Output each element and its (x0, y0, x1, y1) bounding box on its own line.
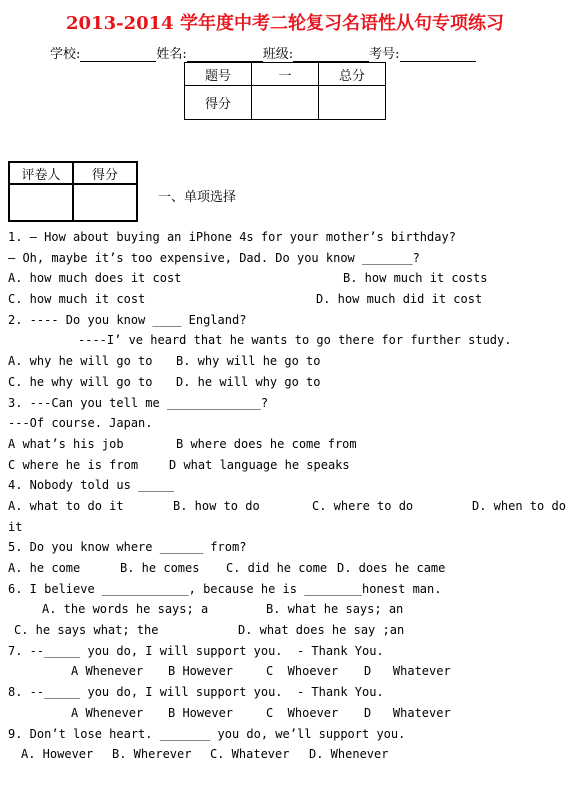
score-table (184, 62, 386, 120)
question-text: D Whatever (364, 705, 451, 720)
score-header-section-1: 一 (252, 63, 319, 86)
question-text: A Whenever (71, 664, 144, 679)
question-text: 6. I believe ____________, because he is ________honest man. (8, 581, 442, 596)
grader-header: 评卷人 (9, 162, 73, 184)
question-line (8, 599, 568, 620)
grader-cell (9, 184, 73, 221)
question-text: B. why will he go to (176, 354, 321, 369)
question-text: D. Whenever (309, 747, 389, 762)
question-line (8, 372, 568, 393)
question-text: A. However (21, 747, 94, 762)
question-text: 4. Nobody told us _____ (8, 478, 175, 493)
question-text: C. he why will go to (8, 374, 153, 389)
question-line (8, 289, 568, 310)
question-line (8, 351, 568, 372)
question-text: A Whenever (71, 705, 144, 720)
question-line (8, 661, 568, 682)
page-title: 2013-2014 学年度中考二轮复习名语性从句专项练习 (66, 13, 504, 34)
score-header-number: 题号 (185, 63, 252, 86)
class-label: 班级: (262, 47, 294, 62)
question-text: 2. ---- Do you know ____ England? (8, 312, 247, 327)
question-line (8, 496, 568, 517)
question-line (8, 724, 568, 745)
section-title: 一、单项选择 (158, 190, 237, 205)
question-line (8, 393, 568, 414)
question-text: B. Wherever (112, 747, 192, 762)
student-info-row (50, 43, 476, 62)
question-line (8, 517, 568, 538)
grader-table (8, 161, 138, 222)
question-line (8, 682, 568, 703)
question-text: D. does he came (337, 561, 446, 575)
question-text: A. the words he says; a (42, 602, 209, 617)
question-text: B. how much it costs (343, 271, 488, 286)
exam-no-label: 考号: (369, 47, 400, 62)
question-text: B. how to do (173, 498, 260, 513)
question-line (8, 268, 568, 289)
question-text: B However (168, 664, 234, 679)
question-text: 3. ---Can you tell me _____________? (8, 395, 269, 410)
score-row-label: 得分 (185, 86, 252, 120)
question-list (8, 227, 568, 765)
question-text: C. Whatever (210, 747, 290, 762)
question-text: ---Of course. Japan. (8, 416, 153, 431)
question-text: D Whatever (364, 664, 451, 679)
question-line (8, 744, 568, 765)
name-label: 姓名: (156, 47, 187, 62)
question-line (8, 475, 568, 496)
grader-score-cell (73, 184, 137, 221)
question-line (8, 455, 568, 476)
question-text: 7. --_____ you do, I will support you. - Thank You. (8, 643, 384, 658)
question-text: C. did he come (226, 561, 328, 575)
question-text: C. he says what; the (14, 623, 159, 638)
question-text: B. what he says; an (266, 602, 404, 617)
score-cell-total (319, 86, 386, 120)
question-text: — Oh, maybe it’s too expensive, Dad. Do you know _______? (8, 250, 420, 265)
question-text: C. how much it cost (8, 292, 146, 307)
question-text: C. where to do (312, 498, 414, 513)
question-text: ----I’ ve heard that he wants to go there for further study. (78, 333, 512, 348)
question-line (8, 434, 568, 455)
question-text: D. what does he say ;an (238, 623, 405, 638)
question-text: C Whoever (266, 705, 339, 720)
question-line (8, 248, 568, 269)
question-text: it (8, 519, 23, 534)
exam-no-blank (400, 48, 476, 62)
question-text: C Whoever (266, 664, 339, 679)
question-line (8, 620, 568, 641)
score-cell-section-1 (252, 86, 319, 120)
question-line (8, 579, 568, 600)
score-header-total: 总分 (319, 63, 386, 86)
question-text: D. he will why go to (176, 374, 321, 389)
grader-score-header: 得分 (73, 162, 137, 184)
question-text: A. how much does it cost (8, 271, 182, 286)
name-blank (187, 48, 263, 62)
question-line (8, 537, 568, 558)
question-line (8, 703, 568, 724)
question-text: A. what to do it (8, 498, 124, 513)
question-text: A. he come (8, 561, 81, 575)
question-line (8, 413, 568, 434)
school-blank (80, 48, 156, 62)
question-line (8, 641, 568, 662)
question-text: A. why he will go to (8, 354, 153, 369)
question-text: B where does he come from (176, 436, 357, 451)
school-label: 学校: (50, 47, 81, 62)
class-blank (293, 48, 369, 62)
question-text: 5. Do you know where ______ from? (8, 540, 247, 555)
question-text: 9. Don’t lose heart. _______ you do, we’ll support you. (8, 726, 406, 741)
question-line (8, 310, 568, 331)
question-text: 8. --_____ you do, I will support you. - Thank You. (8, 685, 384, 700)
question-text: 1. — How about buying an iPhone 4s for your mother’s birthday? (8, 230, 456, 244)
question-line (8, 227, 568, 248)
question-text: B However (168, 705, 234, 720)
question-text: A what’s his job (8, 436, 124, 451)
question-line (8, 558, 568, 579)
question-text: D. how much did it cost (316, 292, 483, 307)
question-text: B. he comes (120, 561, 200, 575)
question-text: C where he is from (8, 457, 139, 472)
question-line (8, 330, 568, 351)
question-text: D. when to do (472, 498, 566, 513)
question-text: D what language he speaks (169, 457, 350, 472)
